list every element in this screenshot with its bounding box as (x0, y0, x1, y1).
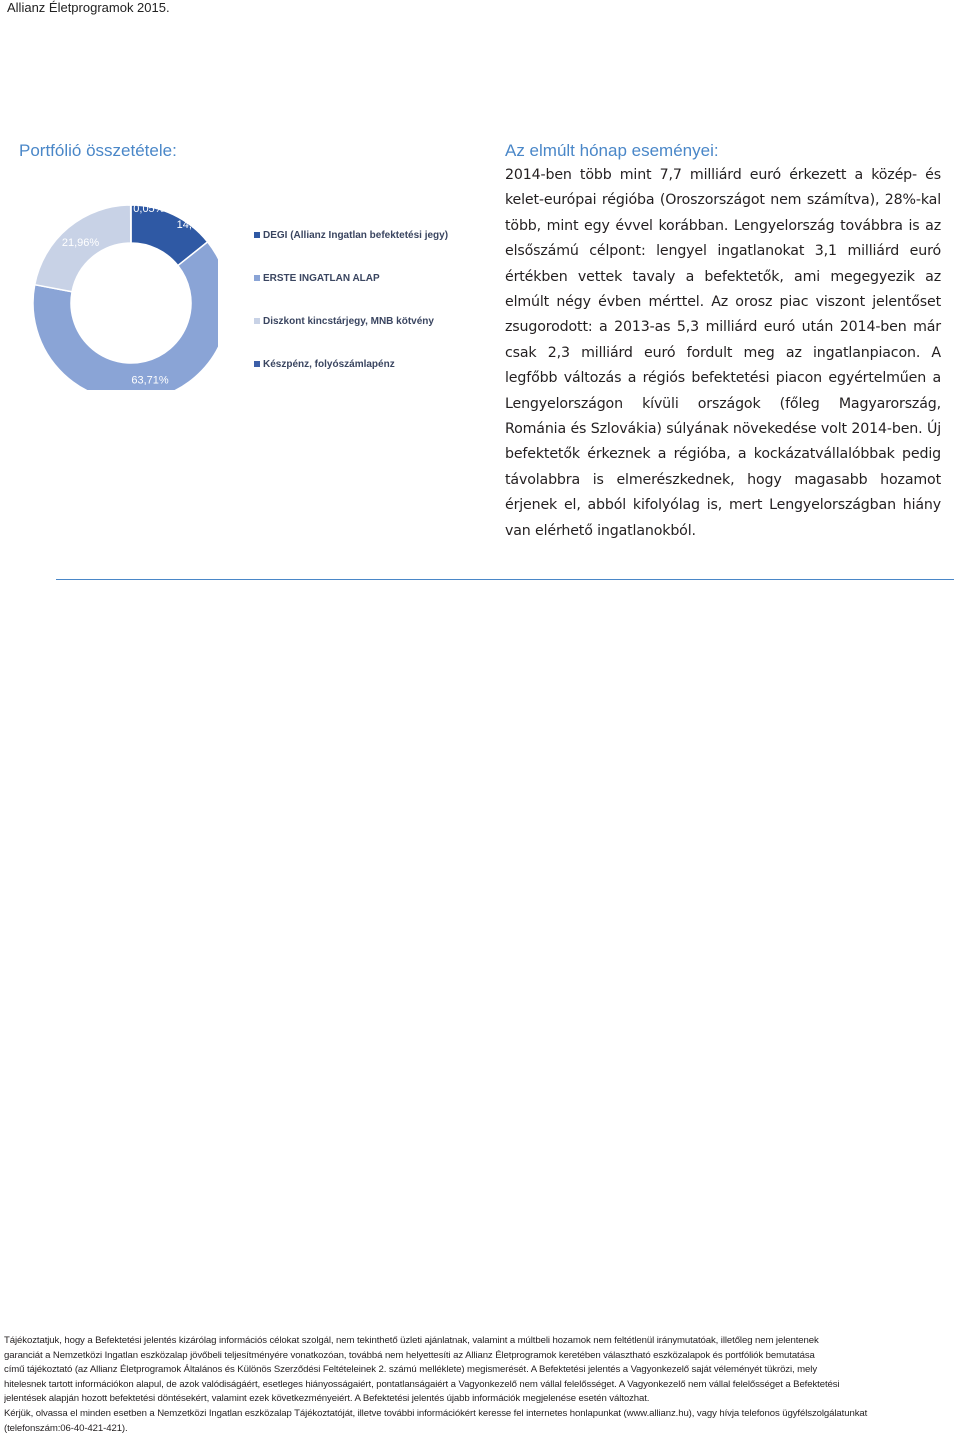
legend-swatch (254, 361, 260, 367)
slice-label: 21,96% (62, 237, 100, 249)
events-title: Az elmúlt hónap eseményei: (505, 141, 719, 161)
slice-label: 0,05% (133, 203, 164, 215)
legend-label: Készpénz, folyószámlapénz (263, 359, 395, 370)
legend-item (254, 357, 454, 371)
legend-swatch (254, 275, 260, 281)
legend-label: ERSTE INGATLAN ALAP (263, 273, 380, 284)
disclaimer-line: Tájékoztatjuk, hogy a Befektetési jelentés kizárólag információs célokat szolgál, nem tekinthető üzleti ajánlatnak, valamint a múltbeli hozamok nem feltétlenül iránymutatóak, illetőleg nem jelentenek (4, 1334, 958, 1349)
legend-item (254, 314, 454, 328)
section-divider (56, 579, 954, 580)
donut-chart (18, 190, 218, 390)
disclaimer-line: hitelesnek tartott információkon alapul, de azok valódiságáért, esetleges hiányosságaiért, pontatlanságaiért a Vagyonkezelő nem vállal felelősséget. A Vagyonkezelő nem vállal felelősséget a Befektetési (4, 1378, 958, 1393)
disclaimer-line: garanciát a Nemzetközi Ingatlan eszközalap jövőbeli teljesítményére vonatkozóan, továbbá nem helyettesíti az Allianz Életprogramok keretében választható eszközalapok és portfóliók bemutatása (4, 1349, 958, 1364)
chart-legend (254, 228, 454, 400)
slice-label: 63,71% (131, 375, 169, 387)
disclaimer-line: jelentések alapján hozott befektetési döntésekért, valamint ezek következményeiért. A Befektetési jelentés újabb információk megjelenése esetén változhat. (4, 1392, 958, 1407)
document-header-title: Allianz Életprogramok 2015. (7, 0, 170, 15)
events-body-text: 2014-ben több mint 7,7 milliárd euró érkezett a közép- és kelet-európai régióba (Oroszországot nem számítva), 28%-kal több, mint egy évvel korábban. Lengyelország továbbra is az elsőszámú célpont: lengyel ingatlanokat 3,1 milliárd euró értékben vettek tavaly a befektetők, ami megegyezik az elmúlt négy évben mérttel. Az orosz piac viszont jelentőset zsugorodott: a 2013-as 5,3 milliárd euró után 2014-ben már csak 2,3 milliárd euró fordult meg az ingatlanpiacon. A legfőbb változás a régiós befektetési piacon egyértelműen a Lengyelországon kívüli országok (főleg Magyarország, Románia és Szlovákia) súlyának növekedése volt 2014-ben. Új befektetők érkeznek a régióba, a kockázatvállalóbbak pedig távolabbra is elmerészkednek, hogy magasabb hozamot érjenek el, abból kifolyólag is, mert Lengyelországban hiány van elérhető ingatlanokból. (505, 163, 941, 544)
disclaimer-line: című tájékoztató (az Allianz Életprogramok Általános és Különös Szerződési Feltételeinek 2. számú melléklete) megismerését. A Befektetési jelentés a Vagyonkezelő saját véleményét tükrözi, mely (4, 1363, 958, 1378)
slice-label: 14,28% (177, 219, 215, 231)
legend-item (254, 228, 454, 242)
disclaimer-line: (telefonszám:06-40-421-421). (4, 1422, 958, 1436)
legend-swatch (254, 232, 260, 238)
portfolio-chart (18, 190, 438, 390)
legend-item (254, 271, 454, 285)
legend-label: DEGI (Allianz Ingatlan befektetési jegy) (263, 230, 448, 241)
disclaimer-line: Kérjük, olvassa el minden esetben a Nemzetközi Ingatlan eszközalap Tájékoztatóját, illetve további információkért keresse fel internetes honlapunkat (www.allianz.hu), vagy hívja telefonos ügyfélszolgálatunkat (4, 1407, 958, 1422)
legend-label: Diszkont kincstárjegy, MNB kötvény (263, 316, 434, 327)
legend-swatch (254, 318, 260, 324)
disclaimer-text (4, 1334, 958, 1436)
portfolio-title: Portfólió összetétele: (19, 141, 177, 161)
